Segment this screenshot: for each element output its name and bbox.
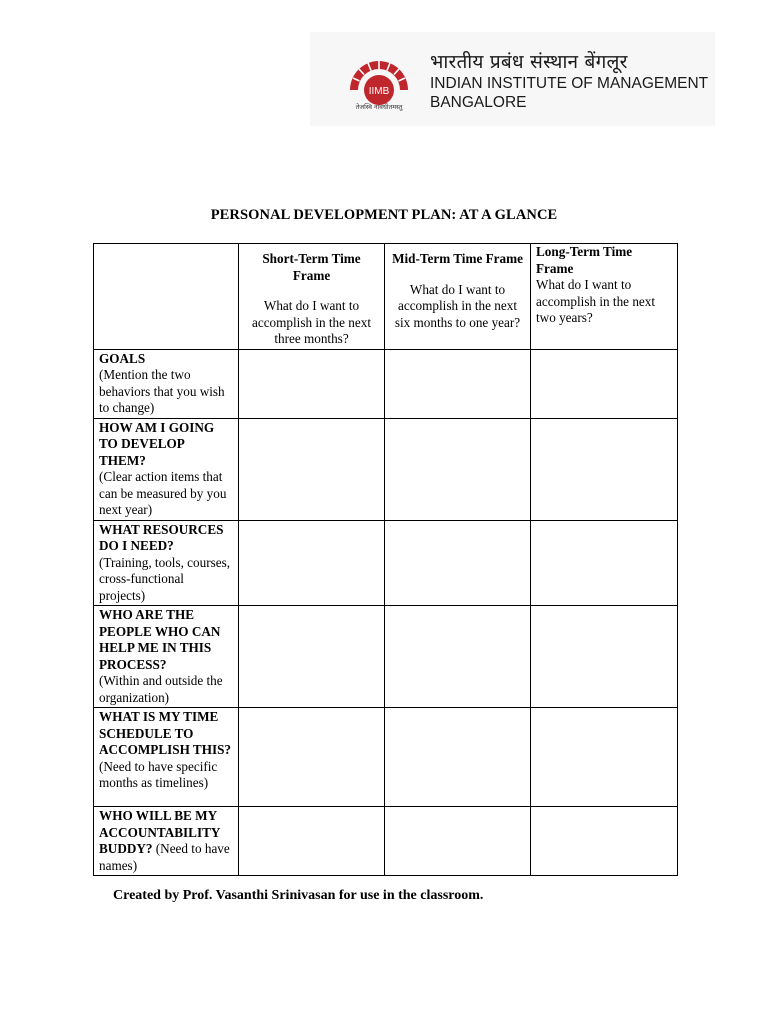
institute-name-line1: INDIAN INSTITUTE OF MANAGEMENT (430, 75, 709, 92)
header-long-term (531, 244, 678, 350)
row-label-cell (94, 708, 239, 807)
row-note: (Need to have specific months as timelines) (99, 758, 218, 790)
mid-term-schedule-cell[interactable] (385, 708, 531, 807)
column-heading: Long-Term Time Frame (536, 244, 633, 276)
row-label: WHAT RESOURCES DO I NEED? (99, 521, 224, 553)
document-title: PERSONAL DEVELOPMENT PLAN: AT A GLANCE (210, 207, 558, 223)
mid-term-buddy-cell[interactable] (385, 807, 531, 876)
logo-motto: तेजस्वि नावधीतमस्तु (355, 103, 403, 111)
long-term-schedule-cell[interactable] (531, 708, 678, 807)
header-mid-term (385, 244, 531, 350)
mid-term-resources-cell[interactable] (385, 520, 531, 606)
table-row (94, 520, 678, 606)
column-heading: Short-Term Time Frame (262, 251, 361, 283)
row-note: (Training, tools, courses, cross-functional projects) (99, 554, 231, 603)
short-term-schedule-cell[interactable] (239, 708, 385, 807)
long-term-goals-cell[interactable] (531, 349, 678, 418)
row-label: WHO ARE THE PEOPLE WHO CAN HELP ME IN THIS PROCESS? (99, 607, 221, 672)
row-label-cell (94, 520, 239, 606)
header-empty-cell (94, 244, 239, 350)
short-term-goals-cell[interactable] (239, 349, 385, 418)
development-plan-table (93, 243, 678, 876)
table-row (94, 418, 678, 520)
row-note: (Clear action items that can be measured by you next year) (99, 469, 227, 517)
column-question: What do I want to accomplish in the next six months to one year? (394, 281, 521, 330)
mid-term-goals-cell[interactable] (385, 349, 531, 418)
short-term-people-cell[interactable] (239, 606, 385, 708)
institute-name-line2: BANGALORE (430, 94, 527, 111)
row-label: HOW AM I GOING TO DEVELOP THEM? (99, 419, 215, 468)
short-term-resources-cell[interactable] (239, 520, 385, 606)
long-term-people-cell[interactable] (531, 606, 678, 708)
row-label: WHAT IS MY TIME SCHEDULE TO ACCOMPLISH THIS? (99, 709, 232, 757)
row-label-cell (94, 606, 239, 708)
long-term-develop-cell[interactable] (531, 418, 678, 520)
row-note: (Need to have names) (99, 841, 230, 873)
iimb-emblem-icon (344, 52, 414, 112)
long-term-buddy-cell[interactable] (531, 807, 678, 876)
column-question: What do I want to accomplish in the next three months? (251, 298, 372, 346)
long-term-resources-cell[interactable] (531, 520, 678, 606)
short-term-develop-cell[interactable] (239, 418, 385, 520)
row-note: (Within and outside the organization) (99, 673, 223, 705)
row-label-cell (94, 349, 239, 418)
logo-wordmark (430, 50, 708, 112)
table-row (94, 807, 678, 876)
mid-term-people-cell[interactable] (385, 606, 531, 708)
table-header-row (94, 244, 678, 350)
row-label-cell (94, 807, 239, 876)
column-heading: Mid-Term Time Frame (392, 251, 523, 266)
table-row (94, 708, 678, 807)
logo-abbr: IIMB (368, 86, 390, 97)
institute-logo (310, 32, 715, 126)
row-label: GOALS (99, 350, 146, 366)
footer-credit: Created by Prof. Vasanthi Srinivasan for use in the classroom. (113, 888, 484, 903)
header-short-term (239, 244, 385, 350)
mid-term-develop-cell[interactable] (385, 418, 531, 520)
table-row (94, 349, 678, 418)
table-row (94, 606, 678, 708)
row-note: (Mention the two behaviors that you wish to change) (99, 367, 225, 415)
column-question: What do I want to accomplish in the next two years? (536, 277, 656, 325)
short-term-buddy-cell[interactable] (239, 807, 385, 876)
institute-name-hindi: भारतीय प्रबंध संस्थान बेंगलूर (430, 51, 628, 73)
row-label: WHO WILL BE MY ACCOUNTABILITY BUDDY? (99, 808, 220, 856)
row-label-cell (94, 418, 239, 520)
